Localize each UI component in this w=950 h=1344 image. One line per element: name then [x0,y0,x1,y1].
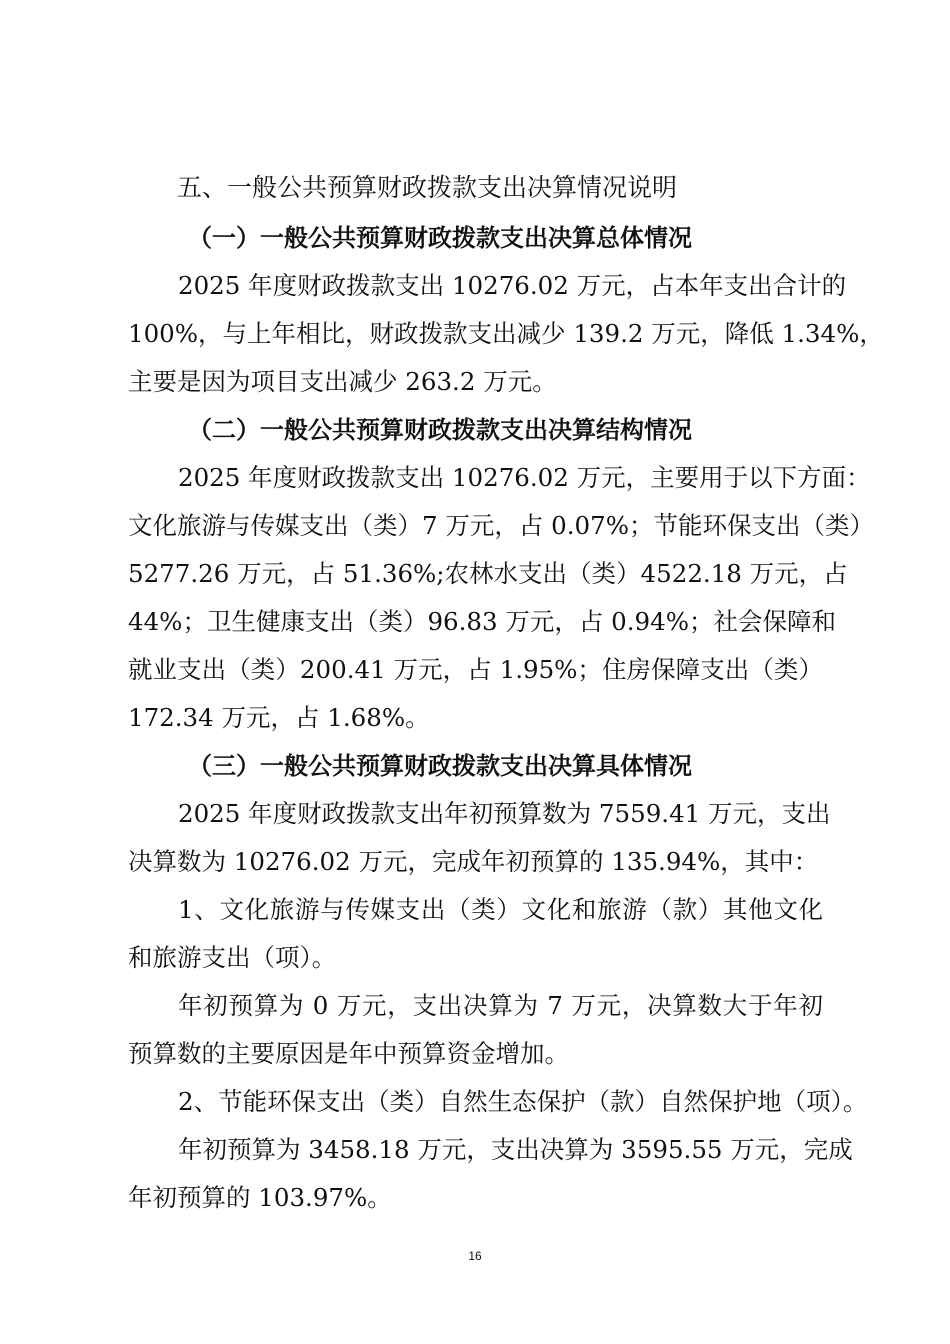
item-1-detail-line-1: 年初预算为 0 万元，支出决算为 7 万元，决算数大于年初 [178,991,823,1020]
page-number: 16 [468,1249,482,1263]
paragraph-1-line-3: 主要是因为项目支出减少 263.2 万元。 [128,367,557,396]
paragraph-2-line-2: 文化旅游与传媒支出（类）7 万元，占 0.07%；节能环保支出（类） [128,511,874,540]
item-1-line-1: 1、文化旅游与传媒支出（类）文化和旅游（款）其他文化 [178,895,823,924]
subsection-title-1: （一）一般公共预算财政拨款支出决算总体情况 [188,224,692,252]
subsection-title-3: （三）一般公共预算财政拨款支出决算具体情况 [188,752,692,780]
item-2-line-1: 2、节能环保支出（类）自然生态保护（款）自然保护地（项）。 [178,1087,868,1116]
paragraph-2-line-5: 就业支出（类）200.41 万元，占 1.95%；住房保障支出（类） [128,655,823,684]
subsection-title-2: （二）一般公共预算财政拨款支出决算结构情况 [188,416,692,444]
paragraph-3-line-1: 2025 年度财政拨款支出年初预算数为 7559.41 万元，支出 [178,799,831,828]
section-title: 五、一般公共预算财政拨款支出决算情况说明 [177,173,678,202]
paragraph-1-line-1: 2025 年度财政拨款支出 10276.02 万元，占本年支出合计的 [178,271,847,300]
paragraph-2-line-4: 44%；卫生健康支出（类）96.83 万元，占 0.94%；社会保障和 [128,607,836,636]
paragraph-2-line-6: 172.34 万元，占 1.68%。 [128,703,430,732]
item-1-line-2: 和旅游支出（项）。 [128,943,337,972]
paragraph-2-line-3: 5277.26 万元，占 51.36%;农林水支出（类）4522.18 万元，占 [128,559,848,588]
item-1-detail-line-2: 预算数的主要原因是年中预算资金增加。 [128,1039,569,1068]
paragraph-3-line-2: 决算数为 10276.02 万元，完成年初预算的 135.94%，其中： [128,847,819,876]
paragraph-2-line-1: 2025 年度财政拨款支出 10276.02 万元，主要用于以下方面： [178,463,871,492]
item-2-detail-line-2: 年初预算的 103.97%。 [128,1183,392,1212]
paragraph-1-line-2: 100%，与上年相比，财政拨款支出减少 139.2 万元，降低 1.34%， [128,319,884,348]
item-2-detail-line-1: 年初预算为 3458.18 万元，支出决算为 3595.55 万元，完成 [178,1135,853,1164]
